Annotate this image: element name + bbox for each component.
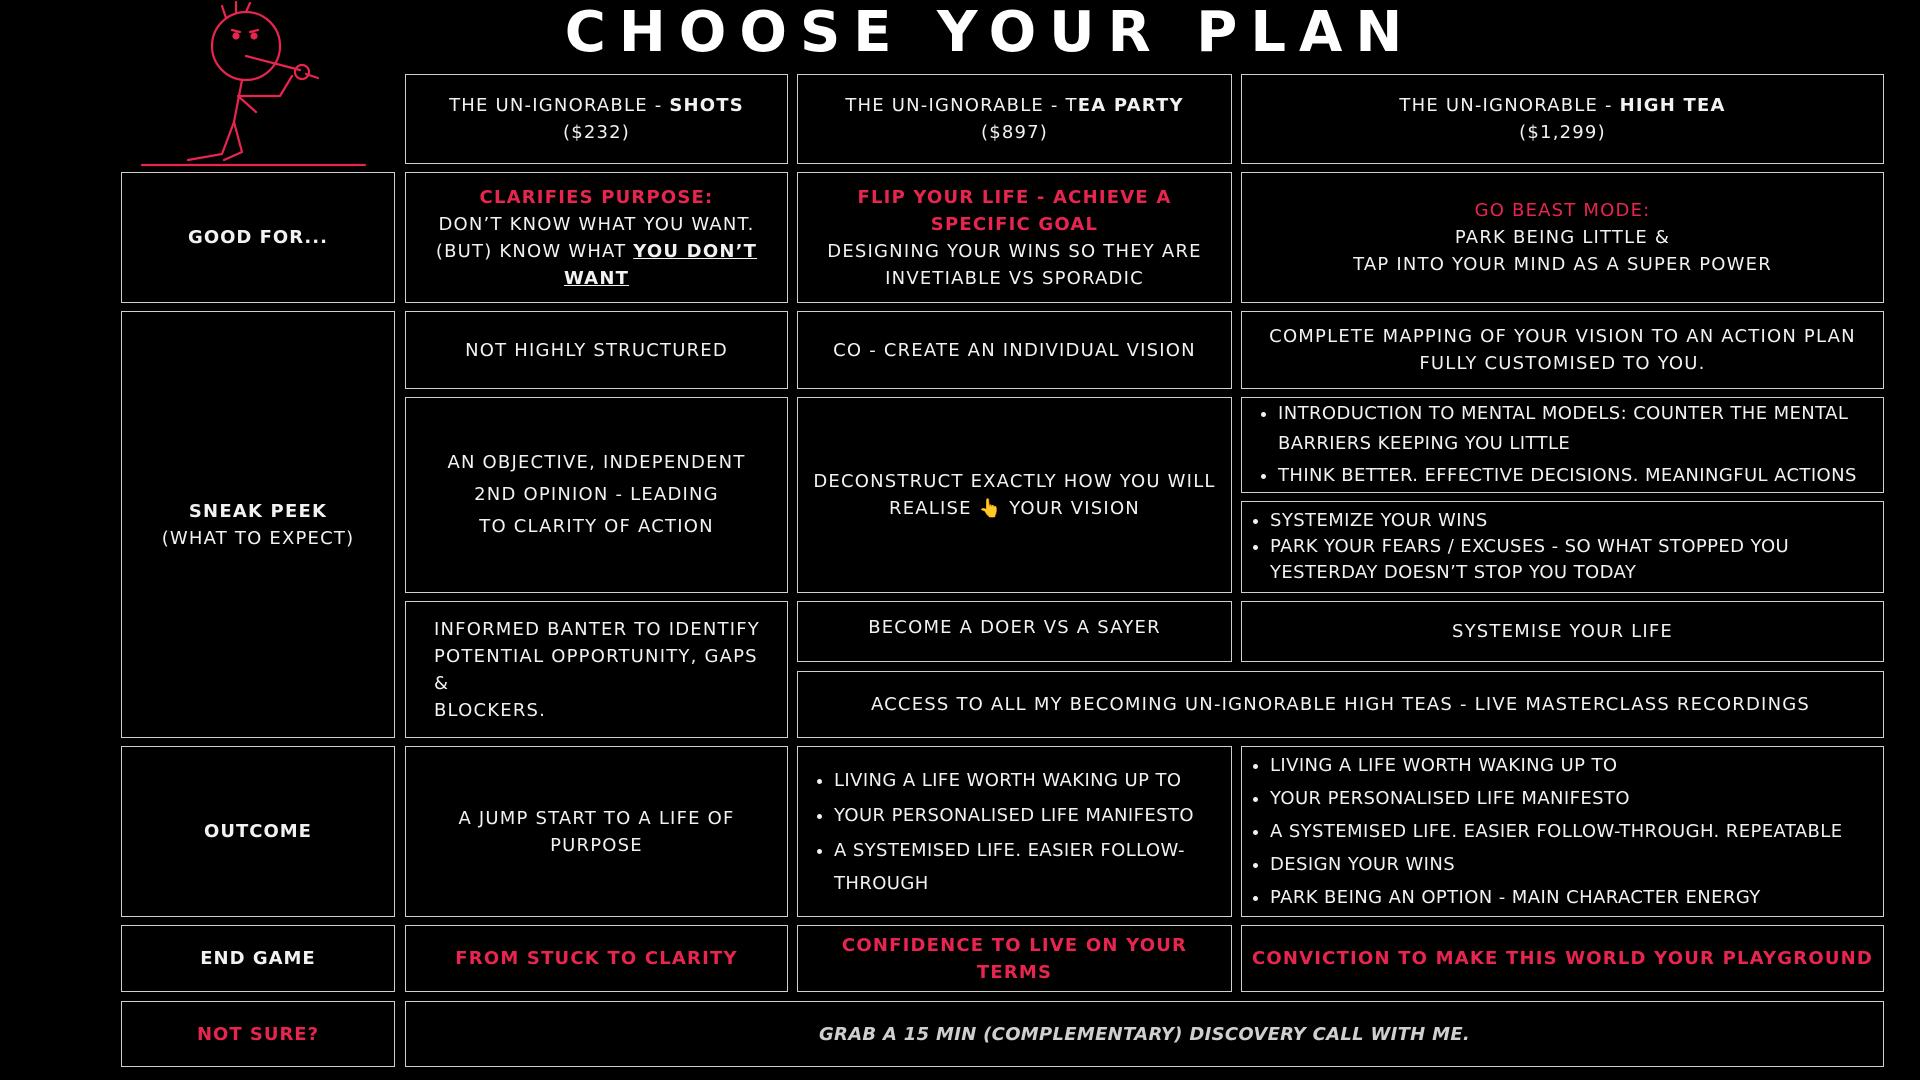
- end-game-tea-party: CONFIDENCE TO LIVE ON YOUR TERMS: [797, 925, 1232, 992]
- plan-name: SHOTS: [669, 95, 744, 116]
- plan-price: ($1,299): [1519, 122, 1606, 143]
- plan-price: ($897): [980, 122, 1049, 143]
- plan-name: EA PARTY: [1077, 95, 1184, 116]
- plan-header-shots: THE UN-IGNORABLE - SHOTS ($232): [405, 74, 788, 164]
- list-item: • PARK BEING AN OPTION - MAIN CHARACTER ENERGY: [1270, 881, 1875, 914]
- outcome-tea-party: [797, 746, 1232, 917]
- sneak-peek-shared-access: ACCESS TO ALL MY BECOMING UN-IGNORABLE HIGH TEAS - LIVE MASTERCLASS RECORDINGS: [797, 671, 1884, 738]
- sneak-peek-high-tea-2b: [1241, 501, 1884, 593]
- list-item: • YOUR PERSONALISED LIFE MANIFESTO: [834, 799, 1223, 832]
- sneak-peek-tea-party-2: DECONSTRUCT EXACTLY HOW YOU WILL REALISE 👆 YOUR VISION: [797, 397, 1232, 593]
- list-item: • INTRODUCTION TO MENTAL MODELS: COUNTER THE MENTAL BARRIERS KEEPING YOU LITTLE: [1278, 399, 1875, 459]
- good-for-high-tea: GO BEAST MODE: PARK BEING LITTLE & TAP INTO YOUR MIND AS A SUPER POWER: [1241, 172, 1884, 303]
- sneak-peek-tea-party-1: CO - CREATE AN INDIVIDUAL VISION: [797, 311, 1232, 389]
- stick-figure-illustration: [130, 0, 380, 172]
- plan-header-tea-party: THE UN-IGNORABLE - TEA PARTY ($897): [797, 74, 1232, 164]
- sneak-peek-high-tea-3: SYSTEMISE YOUR LIFE: [1241, 601, 1884, 662]
- list-item: • THINK BETTER. EFFECTIVE DECISIONS. MEANINGFUL ACTIONS: [1278, 461, 1875, 491]
- list-item: • LIVING A LIFE WORTH WAKING UP TO: [1270, 749, 1875, 782]
- sneak-peek-high-tea-1: COMPLETE MAPPING OF YOUR VISION TO AN ACTION PLAN FULLY CUSTOMISED TO YOU.: [1241, 311, 1884, 389]
- plan-header-high-tea: THE UN-IGNORABLE - HIGH TEA ($1,299): [1241, 74, 1884, 164]
- sneak-peek-shots-3: INFORMED BANTER TO IDENTIFY POTENTIAL OPPORTUNITY, GAPS & BLOCKERS.: [405, 601, 788, 738]
- good-for-tea-party: FLIP YOUR LIFE - ACHIEVE A SPECIFIC GOAL DESIGNING YOUR WINS SO THEY ARE INVETIABLE VS SPORADIC: [797, 172, 1232, 303]
- row-label-sneak-peek: SNEAK PEEK (WHAT TO EXPECT): [121, 311, 395, 738]
- end-game-high-tea: CONVICTION TO MAKE THIS WORLD YOUR PLAYGROUND: [1241, 925, 1884, 992]
- list-item: • A SYSTEMISED LIFE. EASIER FOLLOW-THROUGH. REPEATABLE: [1270, 815, 1875, 848]
- outcome-shots: A JUMP START TO A LIFE OF PURPOSE: [405, 746, 788, 917]
- plan-name: HIGH TEA: [1619, 95, 1726, 116]
- list-item: • YOUR PERSONALISED LIFE MANIFESTO: [1270, 782, 1875, 815]
- list-item: • LIVING A LIFE WORTH WAKING UP TO: [834, 764, 1223, 797]
- end-game-shots: FROM STUCK TO CLARITY: [405, 925, 788, 992]
- list-item: • PARK YOUR FEARS / EXCUSES - SO WHAT STOPPED YOU YESTERDAY DOESN’T STOP YOU TODAY: [1270, 534, 1875, 586]
- outcome-high-tea: [1241, 746, 1884, 917]
- row-label-end-game: END GAME: [121, 925, 395, 992]
- sneak-peek-shots-2: AN OBJECTIVE, INDEPENDENT 2ND OPINION - LEADING TO CLARITY OF ACTION: [405, 397, 788, 593]
- sneak-peek-high-tea-2a: [1241, 397, 1884, 493]
- discovery-call-link[interactable]: GRAB A 15 MIN (COMPLEMENTARY) DISCOVERY CALL WITH ME.: [405, 1001, 1884, 1067]
- plan-price: ($232): [562, 122, 631, 143]
- row-label-not-sure: NOT SURE?: [121, 1001, 395, 1067]
- row-label-good-for: GOOD FOR...: [121, 172, 395, 303]
- list-item: • A SYSTEMISED LIFE. EASIER FOLLOW-THROUGH: [834, 834, 1223, 900]
- row-label-outcome: OUTCOME: [121, 746, 395, 917]
- list-item: • DESIGN YOUR WINS: [1270, 848, 1875, 881]
- sneak-peek-tea-party-3: BECOME A DOER VS A SAYER: [797, 601, 1232, 662]
- page-title: CHOOSE YOUR PLAN: [564, 0, 1416, 65]
- good-for-shots: CLARIFIES PURPOSE: DON’T KNOW WHAT YOU WANT. (BUT) KNOW WHAT YOU DON’T WANT: [405, 172, 788, 303]
- sneak-peek-shots-1: NOT HIGHLY STRUCTURED: [405, 311, 788, 389]
- list-item: • SYSTEMIZE YOUR WINS: [1270, 508, 1875, 534]
